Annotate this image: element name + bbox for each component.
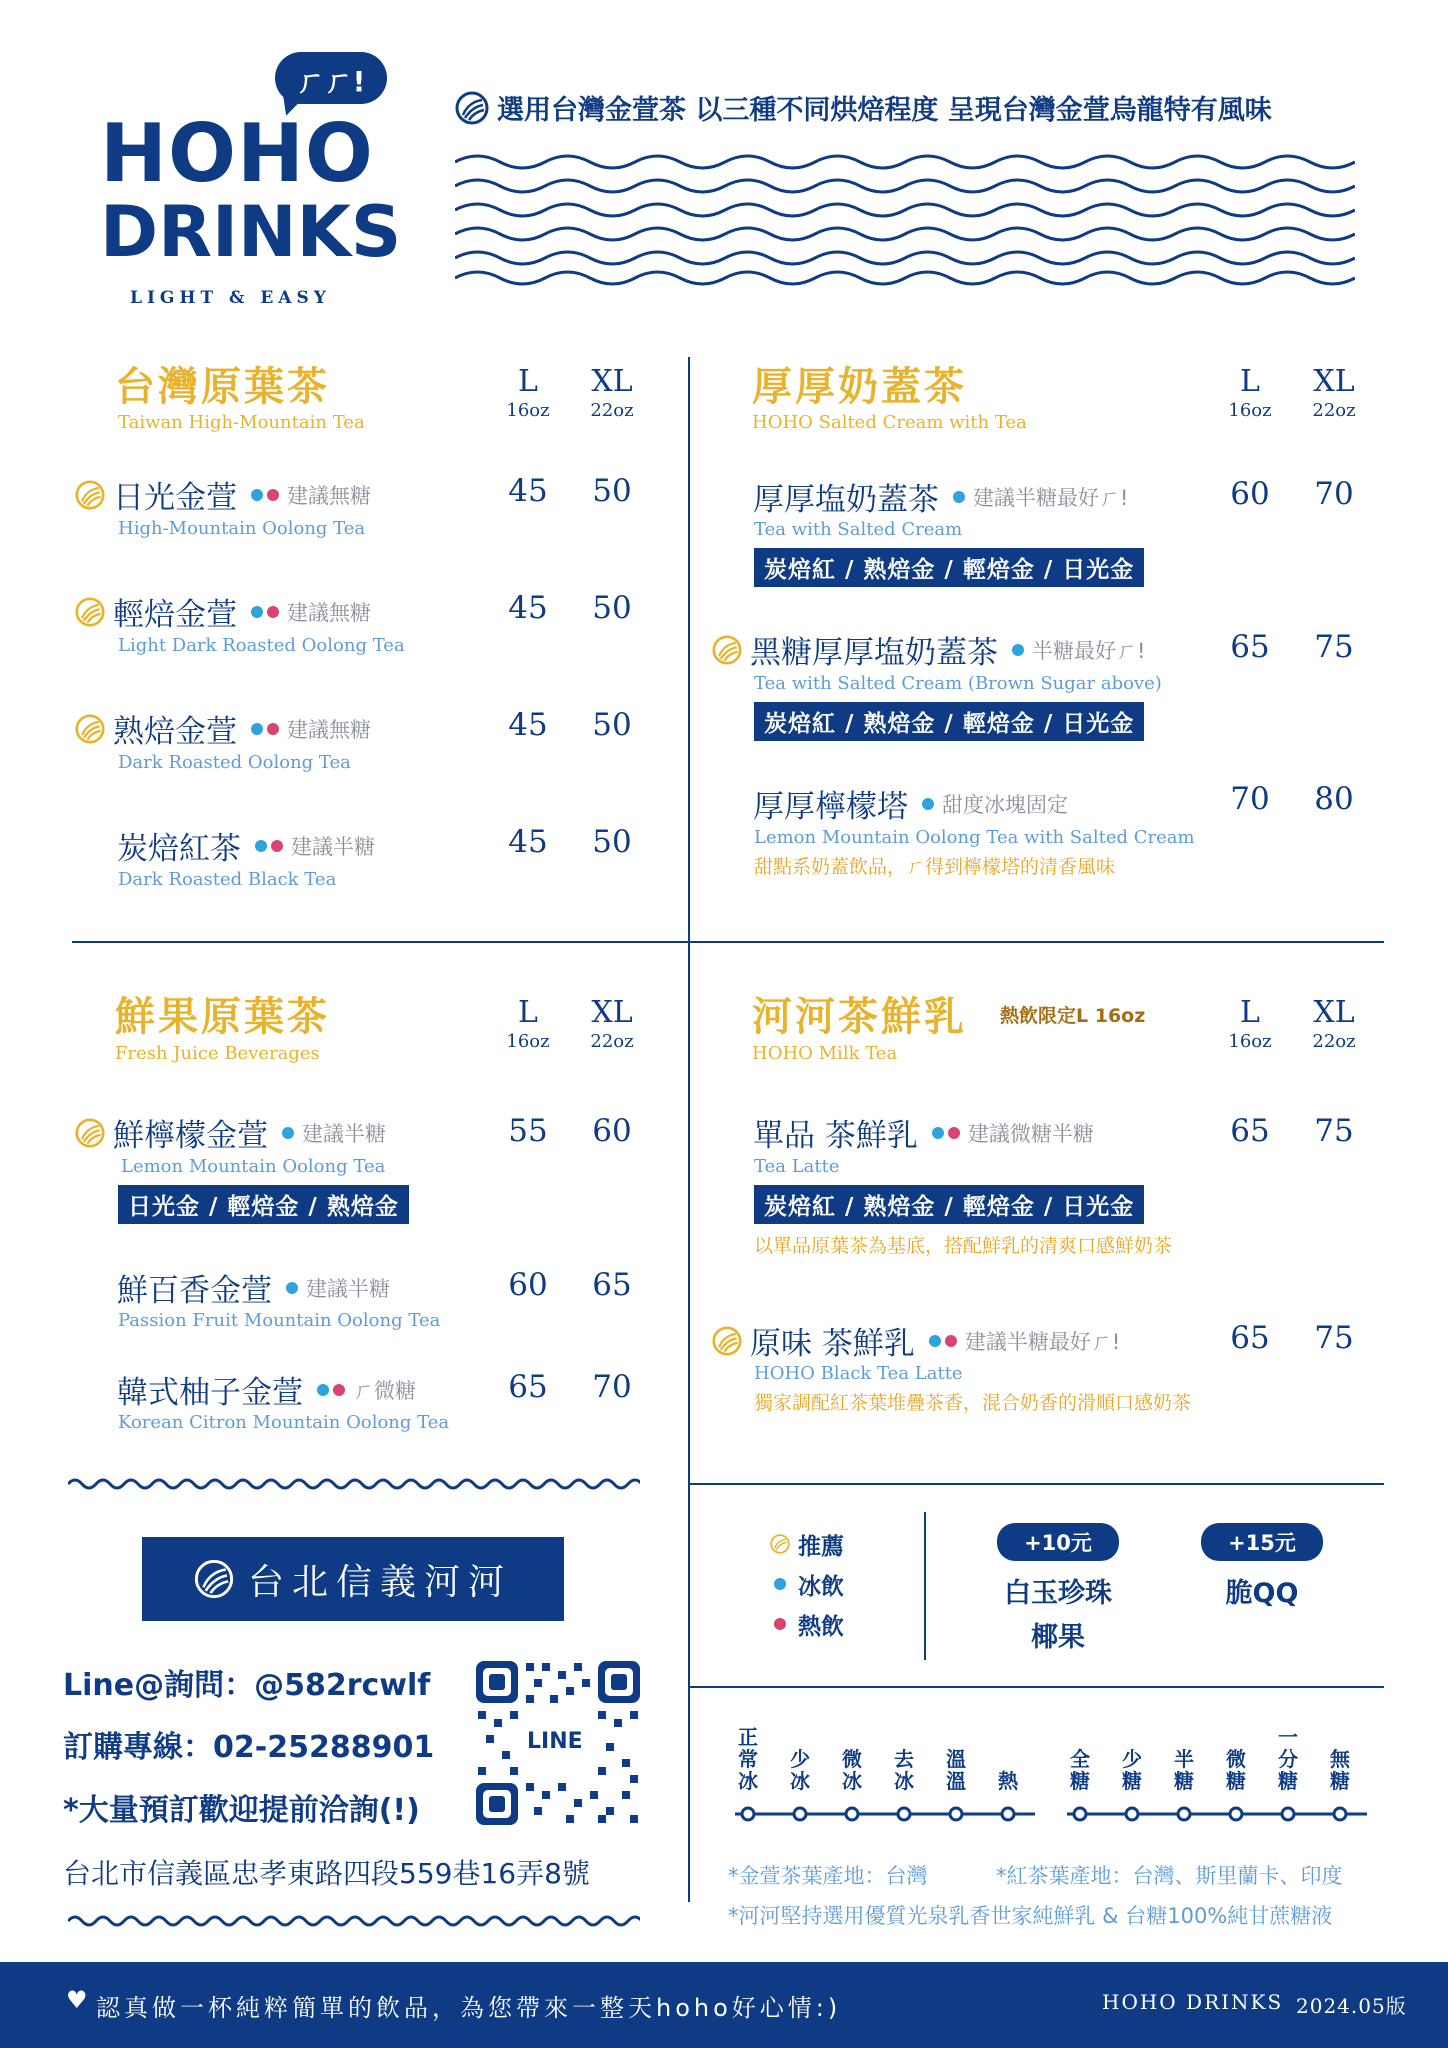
price-xl: 75 — [1314, 1320, 1354, 1356]
recommend-icon — [712, 1326, 742, 1356]
legend-recommend: 推薦 — [770, 1524, 844, 1564]
ice-level-label: 微冰 — [842, 1747, 862, 1793]
section-subtitle: HOHO Salted Cream with Tea — [752, 412, 1027, 433]
price-xl: 75 — [1314, 629, 1354, 665]
size-header-xl: XL 22oz — [590, 364, 634, 421]
menu-item-name: 韓式柚子金萱 ㄏ微糖 — [117, 1375, 416, 1411]
sugar-scale-track — [1067, 1804, 1367, 1824]
legend-hot: 熱飲 — [770, 1604, 844, 1644]
ice-level-label: 去冰 — [894, 1747, 914, 1793]
menu-item-name: 日光金萱 建議無糖 — [75, 472, 371, 517]
price-xl: 50 — [592, 824, 632, 860]
price-l: 65 — [508, 1369, 548, 1405]
menu-item-name: 黑糖厚厚塩奶蓋茶 半糖最好ㄏ! — [712, 627, 1145, 672]
sugar-level-label: 無糖 — [1330, 1747, 1350, 1793]
section-title: 鮮果原葉茶 — [115, 994, 330, 1040]
logo-line2: DRINKS — [100, 191, 402, 273]
item-note: 甜度冰塊固定 — [942, 792, 1068, 817]
footer-bar — [0, 1962, 1448, 2048]
item-note: 建議無糖 — [287, 600, 371, 625]
wave-divider-bottom — [68, 1913, 640, 1929]
price-l: 60 — [1230, 476, 1270, 512]
logo — [100, 50, 402, 310]
temp-dots — [928, 1127, 960, 1139]
price-l: 70 — [1230, 781, 1270, 817]
row-divider-1 — [72, 941, 1384, 943]
price-xl: 50 — [592, 590, 632, 626]
wave-decoration — [455, 150, 1355, 290]
recommend-icon — [770, 1534, 790, 1554]
ice-level-label: 少冰 — [790, 1747, 810, 1793]
menu-item-name: 單品 茶鮮乳 建議微糖半糖 — [753, 1118, 1094, 1154]
menu-item-name: 炭焙紅茶 建議半糖 — [117, 831, 375, 867]
menu-item-name: 厚厚檸檬塔 甜度冰塊固定 — [753, 789, 1068, 825]
recommend-icon — [75, 1118, 105, 1148]
item-english: Tea with Salted Cream — [754, 519, 963, 540]
section-subtitle: HOHO Milk Tea — [752, 1043, 898, 1064]
ice-level-label: 熱 — [998, 1769, 1018, 1793]
temp-dots — [925, 1335, 957, 1347]
addon-item: 白玉珍珠 — [1004, 1578, 1112, 1609]
item-description: 以單品原葉茶為基底，搭配鮮乳的清爽口感鮮奶茶 — [754, 1235, 1173, 1257]
temp-dots — [278, 1127, 294, 1139]
size-header-xl: XL 22oz — [1312, 995, 1356, 1052]
temp-dots — [247, 606, 279, 618]
logo-bubble-text: ㄏㄏ! — [296, 65, 366, 98]
menu-item-name: 原味 茶鮮乳 建議半糖最好ㄏ! — [712, 1318, 1120, 1363]
heart-icon: ♥ — [66, 1986, 88, 2014]
price-l: 45 — [508, 707, 548, 743]
line-id: Line@詢問：@582rcwlf — [63, 1668, 431, 1703]
wave-divider-top — [68, 1476, 640, 1492]
leaf-swirl-icon — [455, 91, 489, 125]
headline — [455, 88, 1272, 127]
item-english: High-Mountain Oolong Tea — [118, 518, 366, 539]
addon-price-15: +15元 — [1201, 1523, 1323, 1561]
qr-line-label: LINE — [527, 1729, 583, 1754]
tea-base-options: 炭焙紅 / 熟焙金 / 輕焙金 / 日光金 — [754, 1185, 1144, 1224]
ice-level-label: 正常冰 — [738, 1725, 758, 1793]
bulk-order-note: *大量預訂歡迎提前洽詢(!) — [63, 1793, 420, 1828]
size-header-l: L 16oz — [506, 995, 550, 1052]
tea-base-options: 炭焙紅 / 熟焙金 / 輕焙金 / 日光金 — [754, 548, 1144, 587]
section-subtitle: Taiwan High-Mountain Tea — [118, 412, 365, 433]
temp-dots — [282, 1282, 298, 1294]
price-l: 45 — [508, 824, 548, 860]
sugar-level-label: 微糖 — [1226, 1747, 1246, 1793]
recommend-icon — [75, 480, 105, 510]
item-note: 建議半糖 — [306, 1276, 390, 1301]
price-xl: 70 — [1314, 476, 1354, 512]
origin-note-black-tea: *紅茶葉產地：台灣、斯里蘭卡、印度 — [996, 1864, 1343, 1888]
menu-item-name: 鮮百香金萱 建議半糖 — [117, 1273, 390, 1309]
item-english: Korean Citron Mountain Oolong Tea — [118, 1412, 450, 1433]
footer-version: 2024.05版 — [1296, 1994, 1407, 2018]
price-l: 65 — [1230, 629, 1270, 665]
temp-dots — [949, 491, 965, 503]
logo-tagline: LIGHT & EASY — [130, 288, 331, 308]
phone-number: 訂購專線：02-25288901 — [63, 1730, 435, 1765]
addon-item: 椰果 — [1031, 1622, 1085, 1653]
item-description: 獨家調配紅茶葉堆疊茶香，混合奶香的滑順口感奶茶 — [754, 1392, 1192, 1414]
temp-dots — [247, 723, 279, 735]
section-title: 河河茶鮮乳 — [752, 994, 967, 1040]
sugar-level-label: 少糖 — [1122, 1747, 1142, 1793]
row-divider-right-3 — [688, 1686, 1384, 1688]
temp-dots — [918, 798, 934, 810]
headline-text: 選用台灣金萱茶 以三種不同烘焙程度 呈現台灣金萱烏龍特有風味 — [497, 95, 1272, 126]
ice-scale — [735, 1726, 1035, 1826]
price-xl: 50 — [592, 473, 632, 509]
footer-slogan: 認真做一杯純粹簡單的飲品，為您帶來一整天hoho好心情:) — [96, 1994, 842, 2022]
origin-note-tea: *金萱茶葉產地：台灣 — [728, 1864, 928, 1888]
legend-cold: 冰飲 — [770, 1564, 844, 1604]
item-note: 半糖最好ㄏ! — [1032, 638, 1146, 663]
sugar-level-label: 一分糖 — [1278, 1725, 1298, 1793]
legend — [770, 1524, 844, 1644]
price-xl: 60 — [592, 1113, 632, 1149]
price-l: 65 — [1230, 1320, 1270, 1356]
price-l: 45 — [508, 590, 548, 626]
item-english: Lemon Mountain Oolong Tea — [121, 1156, 386, 1177]
store-address: 台北市信義區忠孝東路四段559巷16弄8號 — [63, 1857, 590, 1890]
item-english: Tea Latte — [754, 1156, 840, 1177]
sugar-scale — [1067, 1726, 1367, 1826]
temp-dots — [1008, 644, 1024, 656]
item-english: Passion Fruit Mountain Oolong Tea — [118, 1310, 441, 1331]
item-description: 甜點系奶蓋飲品，ㄏ得到檸檬塔的清香風味 — [754, 856, 1116, 878]
row-divider-right-2 — [688, 1483, 1384, 1485]
hot-only-badge: 熱飲限定L 16oz — [1000, 1005, 1146, 1027]
item-english: Light Dark Roasted Oolong Tea — [118, 635, 405, 656]
section-subtitle: Fresh Juice Beverages — [115, 1043, 320, 1064]
origin-note-milk: *河河堅持選用優質光泉乳香世家純鮮乳 & 台糖100%純甘蔗糖液 — [728, 1904, 1333, 1928]
item-english: Tea with Salted Cream (Brown Sugar above) — [754, 673, 1162, 694]
price-xl: 80 — [1314, 781, 1354, 817]
price-xl: 70 — [592, 1369, 632, 1405]
item-english: HOHO Black Tea Latte — [754, 1363, 963, 1384]
tea-base-options: 炭焙紅 / 熟焙金 / 輕焙金 / 日光金 — [754, 702, 1144, 741]
item-note: 建議半糖 — [302, 1121, 386, 1146]
item-note: 建議半糖 — [291, 834, 375, 859]
temp-dots — [313, 1384, 345, 1396]
legend-divider — [924, 1512, 926, 1660]
price-xl: 50 — [592, 707, 632, 743]
item-note: 建議微糖半糖 — [967, 1121, 1094, 1146]
center-divider — [688, 357, 690, 1902]
recommend-icon — [712, 635, 742, 665]
price-l: 60 — [508, 1267, 548, 1303]
menu-item-name: 厚厚塩奶蓋茶 建議半糖最好ㄏ! — [753, 482, 1129, 518]
size-header-xl: XL 22oz — [590, 995, 634, 1052]
section-title: 厚厚奶蓋茶 — [752, 364, 967, 410]
recommend-icon — [75, 597, 105, 627]
ice-level-label: 溫溫 — [946, 1747, 966, 1793]
item-note: 建議無糖 — [287, 483, 371, 508]
item-note: 建議半糖最好ㄏ! — [973, 485, 1129, 510]
item-english: Dark Roasted Black Tea — [118, 869, 337, 890]
size-header-l: L 16oz — [506, 364, 550, 421]
sugar-level-label: 全糖 — [1070, 1747, 1090, 1793]
temp-dots — [251, 840, 283, 852]
item-note: ㄏ微糖 — [353, 1378, 416, 1403]
recommend-icon — [75, 714, 105, 744]
addon-item: 脆QQ — [1225, 1578, 1299, 1609]
price-xl: 65 — [592, 1267, 632, 1303]
item-english: Lemon Mountain Oolong Tea with Salted Cream — [754, 827, 1195, 848]
item-english: Dark Roasted Oolong Tea — [118, 752, 351, 773]
item-note: 建議無糖 — [287, 717, 371, 742]
menu-item-name: 熟焙金萱 建議無糖 — [75, 706, 371, 751]
menu-item-name: 鮮檸檬金萱 建議半糖 — [75, 1110, 386, 1155]
price-l: 45 — [508, 473, 548, 509]
price-l: 65 — [1230, 1113, 1270, 1149]
item-note: 建議半糖最好ㄏ! — [964, 1329, 1121, 1354]
size-header-l: L 16oz — [1228, 364, 1272, 421]
price-xl: 75 — [1314, 1113, 1354, 1149]
ice-scale-track — [735, 1804, 1035, 1824]
section-title: 台灣原葉茶 — [115, 364, 330, 410]
store-name-box — [142, 1537, 564, 1621]
tea-base-options: 日光金 / 輕焙金 / 熟焙金 — [118, 1185, 409, 1224]
logo-line1: HOHO — [100, 107, 374, 200]
menu-item-name: 輕焙金萱 建議無糖 — [75, 589, 371, 634]
footer-brand: HOHO DRINKS — [1102, 1990, 1284, 2014]
leaf-swirl-icon — [194, 1559, 234, 1599]
addon-price-10: +10元 — [997, 1523, 1119, 1561]
store-name: 台北信義河河 — [247, 1561, 512, 1603]
temp-dots — [247, 489, 279, 501]
size-header-l: L 16oz — [1228, 995, 1272, 1052]
price-l: 55 — [508, 1113, 548, 1149]
size-header-xl: XL 22oz — [1312, 364, 1356, 421]
sugar-level-label: 半糖 — [1174, 1747, 1194, 1793]
